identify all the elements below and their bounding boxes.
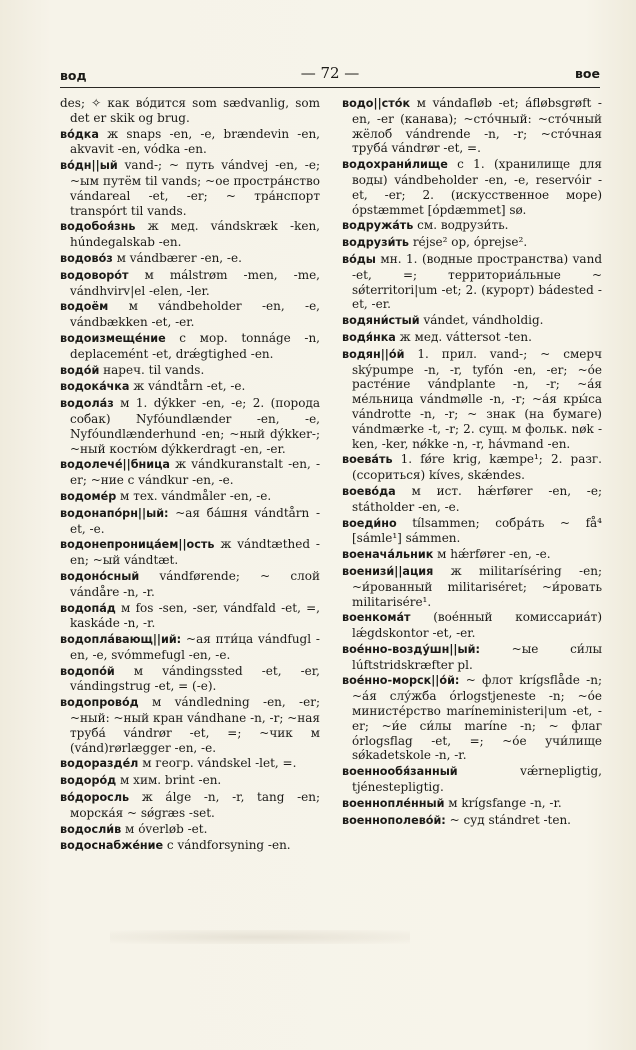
page-header — [60, 64, 600, 84]
entry-headword: водолече́||бница — [60, 458, 170, 472]
entry-headword: водока́чка — [60, 380, 130, 394]
dictionary-entry — [342, 642, 602, 673]
dictionary-entry — [342, 218, 602, 234]
entry-definition: ж snaps -en, -e, brændevin -en, akvavit -en, vódka -en. — [70, 126, 320, 157]
entry-headword: водоснабже́ние — [60, 839, 164, 853]
entry-definition: ~ая пти́ца vándfugl -en, -e, svómmefugl -en, -e. — [70, 632, 320, 662]
header-left-guideword: вод — [60, 68, 87, 83]
entry-definition: ~ые си́лы lúftstridskræfter pl. — [352, 641, 602, 672]
entry-definition: м krígsfange -n, -r. — [444, 795, 562, 810]
entry-definition: vándførende; ~ слой vándåre -n, -r. — [70, 568, 320, 599]
dictionary-entry — [60, 127, 320, 158]
entry-headword: воева́ть — [342, 453, 393, 467]
entry-definition: м vándingssted -et, -er, vándingstrug -et, = (-e). — [70, 663, 320, 694]
dictionary-entry — [60, 96, 320, 126]
entry-headword: водян||о́й — [342, 347, 405, 361]
entry-headword: во́дка — [60, 127, 99, 141]
dictionary-entry — [342, 96, 602, 156]
header-right-guideword: вое — [575, 66, 600, 81]
entry-headword: во́дн||ый — [60, 159, 118, 173]
entry-headword: водохрани́лище — [342, 158, 448, 172]
entry-definition: м тех. vándmåler -en, -e. — [116, 488, 272, 503]
entry-definition: с 1. (хранилище для воды) vándbeholder -en, -e, reservóir -et, -er; 2. (искусственное море) ópstæmmet [ópdæmmet] sø. — [352, 157, 602, 217]
entry-definition: tílsammen; собра́ть ~ få⁴ [sámle¹] sámmen. — [352, 515, 602, 546]
entry-headword: военизи́||ация — [342, 564, 434, 578]
entry-headword: во́ды — [342, 252, 376, 266]
entry-definition: м геогр. vándskel -let, =. — [138, 756, 297, 771]
paper-stain — [110, 930, 410, 944]
entry-definition: м vándledning -en, -er; ~ный: ~ный кран vándhane -n, -r; ~ная труба́ vándrør -et, =; ~чик м (vánd)rørlægger -en, -e. — [70, 695, 320, 755]
entry-definition: с vándforsyning -en. — [163, 838, 291, 853]
dictionary-entry — [60, 268, 320, 299]
entry-headword: водоразде́л — [60, 757, 139, 771]
dictionary-entry — [60, 363, 320, 379]
entry-definition: м hǽrfører -en, -e. — [433, 547, 551, 562]
dictionary-entry — [60, 664, 320, 695]
entry-definition: vándet, vándholdig. — [419, 313, 544, 328]
entry-headword: водово́з — [60, 251, 113, 265]
entry-headword: водоём — [60, 300, 109, 314]
dictionary-entry — [60, 569, 320, 600]
entry-definition: м vándbærer -en, -e. — [112, 250, 242, 265]
dictionary-entry — [342, 484, 602, 515]
dictionary-entry — [60, 219, 320, 250]
dictionary-entry — [342, 313, 602, 329]
entry-headword: водоплáвающ||ий: — [60, 633, 182, 647]
dictionary-entry — [342, 796, 602, 812]
entry-headword: водоизмеще́ние — [60, 331, 166, 345]
dictionary-entry — [342, 547, 602, 563]
dictionary-entry — [60, 601, 320, 632]
entry-headword: вое́нно-возду́шн||ый: — [342, 642, 480, 656]
entry-definition: мн. 1. (водные пространства) vand -et, =; территориа́льные ~ sǿterritori|um -et; 2. (курорт) bádested -et, -er. — [352, 251, 602, 312]
entry-headword: воеди́но — [342, 516, 397, 530]
entry-definition: 1. fǿre krig, kæmpe¹; 2. разг. (ссориться) kíves, skǽndes. — [352, 452, 602, 483]
entry-definition: 1. прил. vand-; ~ смерч skýpumpe -n, -r, tyfón -en, -er; ~о́е расте́ние vándplante -n, -r; ~а́я ме́льница vándmølle -n, -r; ~а́я кры́са vándrotte -n, -r; ~ знак (на бумаге) vándmærke -t, -r; 2. сущ. м фольк. nøk -ken, -ker, nǿkke -n, -r, hávmand -en. — [352, 346, 602, 451]
entry-definition: м málstrøm -men, -me, vándhvirv|el -elen, -ler. — [70, 267, 320, 298]
entry-definition: м fos -sen, -ser, vándfald -et, =, kaskáde -n, -r. — [70, 600, 320, 631]
dictionary-entry — [342, 564, 602, 609]
entry-headword: водоно́сный — [60, 569, 140, 583]
entry-headword: во́доросль — [60, 791, 130, 805]
dictionary-entry — [342, 516, 602, 547]
entry-definition: ~ суд stándret -ten. — [445, 812, 571, 827]
entry-definition: ж militaríséring -en; ~и́рованный militariséret; ~и́ровать militarisére¹. — [352, 563, 602, 609]
entry-headword: водружа́ть — [342, 219, 414, 233]
dictionary-entry — [60, 158, 320, 218]
entry-headword: водрузи́ть — [342, 236, 409, 250]
dictionary-entry — [60, 537, 320, 568]
entry-definition: м vándafløb -et; áfløbsgrøft -en, -er (канава); ~сто́чный: ~сто́чный жёлоб vándrende -n, -r; ~сто́чная труба́ vándrør -et, =. — [352, 96, 602, 156]
dictionary-entry — [60, 822, 320, 838]
entry-headword: военнопле́нный — [342, 796, 445, 810]
entry-definition: des; ✧ как во́дится som sædvanlig, som det er skik og brug. — [60, 96, 320, 125]
entry-headword: водо́й — [60, 363, 100, 377]
dictionary-entry — [342, 347, 602, 452]
dictionary-entry — [60, 695, 320, 755]
entry-headword: водопо́й — [60, 664, 115, 678]
entry-definition: réjse² op, óprejse². — [409, 235, 528, 250]
right-column — [342, 96, 602, 936]
entry-headword: водобоя́знь — [60, 220, 136, 234]
entry-definition: м vándbeholder -en, -e, vándbækken -et, -er. — [70, 299, 320, 330]
dictionary-entry — [60, 457, 320, 488]
left-column — [60, 96, 320, 936]
entry-definition: м óverløb -et. — [121, 821, 208, 836]
entry-headword: вое́нно-морск||о́й: — [342, 674, 460, 688]
entry-headword: водоворо́т — [60, 268, 129, 282]
entry-definition: ж vándkuranstalt -en, -er; ~ние с vándkur -en, -e. — [70, 457, 320, 488]
entry-definition: м ист. hǽrfører -en, -e; státholder -en, -e. — [352, 483, 602, 514]
entry-definition: см. водрузи́ть. — [413, 218, 509, 233]
dictionary-entry — [60, 838, 320, 854]
page-number: — 72 — — [300, 64, 360, 82]
entry-definition: ж vándtæthed -en; ~ый vándtæt. — [70, 537, 320, 568]
entry-headword: водоме́р — [60, 489, 117, 503]
entry-headword: водя́нка — [342, 330, 396, 344]
dictionary-entry — [60, 790, 320, 821]
dictionary-entry — [60, 299, 320, 330]
dictionary-entry — [60, 773, 320, 789]
dictionary-entry — [60, 756, 320, 772]
dictionary-entry — [60, 331, 320, 362]
entry-headword: водяни́стый — [342, 314, 420, 328]
entry-headword: военача́льник — [342, 548, 434, 562]
dictionary-entry — [60, 632, 320, 663]
entry-definition: ~ флот krígsflåde -n; ~а́я слу́жба órlogstjeneste -n; ~о́е министе́рство maríneministeri|um -et, -er; ~и́е си́лы maríne -n; ~ флаг órlogsflag -et, =; ~о́е учи́лище sǿkadetskole -n, -r. — [352, 673, 602, 763]
dictionary-entry — [342, 330, 602, 346]
entry-definition: с мор. tonnáge -n, deplacemént -et, drǽgtighed -en. — [70, 330, 320, 361]
dictionary-entry — [342, 813, 602, 829]
header-rule — [60, 87, 600, 88]
entry-headword: военнополево́й: — [342, 813, 446, 827]
dictionary-entry — [60, 506, 320, 537]
entry-definition: vand-; ~ путь vándvej -en, -e; ~ым путём til vands; ~ое простра́нство vándareal -et, -er; ~ тра́нспорт transpórt til vands. — [70, 158, 320, 218]
entry-headword: водонапо́рн||ый: — [60, 506, 169, 520]
entry-headword: водоро́д — [60, 774, 117, 788]
dictionary-entry — [342, 764, 602, 795]
entry-headword: водонепроница́ем||ость — [60, 538, 215, 552]
entry-definition: (вое́нный комиссариа́т) lǽgdskontor -et, -er. — [352, 610, 602, 641]
entry-definition: м 1. dýkker -en, -e; 2. (порода собак) Nyfóundlænder -en, -e, Nyfóundlænderhund -en; ~ный dýkker-; ~ный костю́м dýkkerdragt -en, -er. — [70, 396, 320, 456]
dictionary-entry — [60, 396, 320, 456]
dictionary-entry — [60, 379, 320, 395]
entry-headword: водопрово́д — [60, 696, 139, 710]
entry-definition: м хим. brint -en. — [116, 773, 222, 788]
entry-definition: ж vándtårn -et, -e. — [129, 379, 246, 394]
dictionary-entry — [342, 235, 602, 251]
entry-headword: водопа́д — [60, 601, 116, 615]
entry-definition: vǽrnepligtig, tjénestepligtig. — [352, 764, 602, 795]
dictionary-entry — [342, 673, 602, 763]
entry-headword: воево́да — [342, 484, 396, 498]
dictionary-entry — [342, 157, 602, 217]
entry-headword: водосли́в — [60, 822, 122, 836]
entry-definition: ж мед. váttersot -ten. — [395, 329, 532, 344]
entry-definition: ж álge -n, -r, tang -en; морска́я ~ sǿgræs -set. — [70, 790, 320, 820]
dictionary-entry — [342, 252, 602, 312]
dictionary-entry — [60, 489, 320, 505]
entry-definition: нареч. til vands. — [99, 362, 205, 377]
entry-definition: ж мед. vándskræk -ken, húndegalskab -en. — [70, 219, 320, 250]
entry-definition: ~ая ба́шня vándtårn -et, -e. — [70, 505, 320, 536]
entry-headword: военкома́т — [342, 611, 411, 625]
dictionary-entry — [342, 452, 602, 483]
entry-headword: водо||сто́к — [342, 97, 411, 110]
dictionary-entry — [342, 610, 602, 641]
entry-headword: военнообя́занный — [342, 765, 458, 779]
dictionary-entry — [60, 251, 320, 267]
entry-headword: водола́з — [60, 397, 114, 411]
